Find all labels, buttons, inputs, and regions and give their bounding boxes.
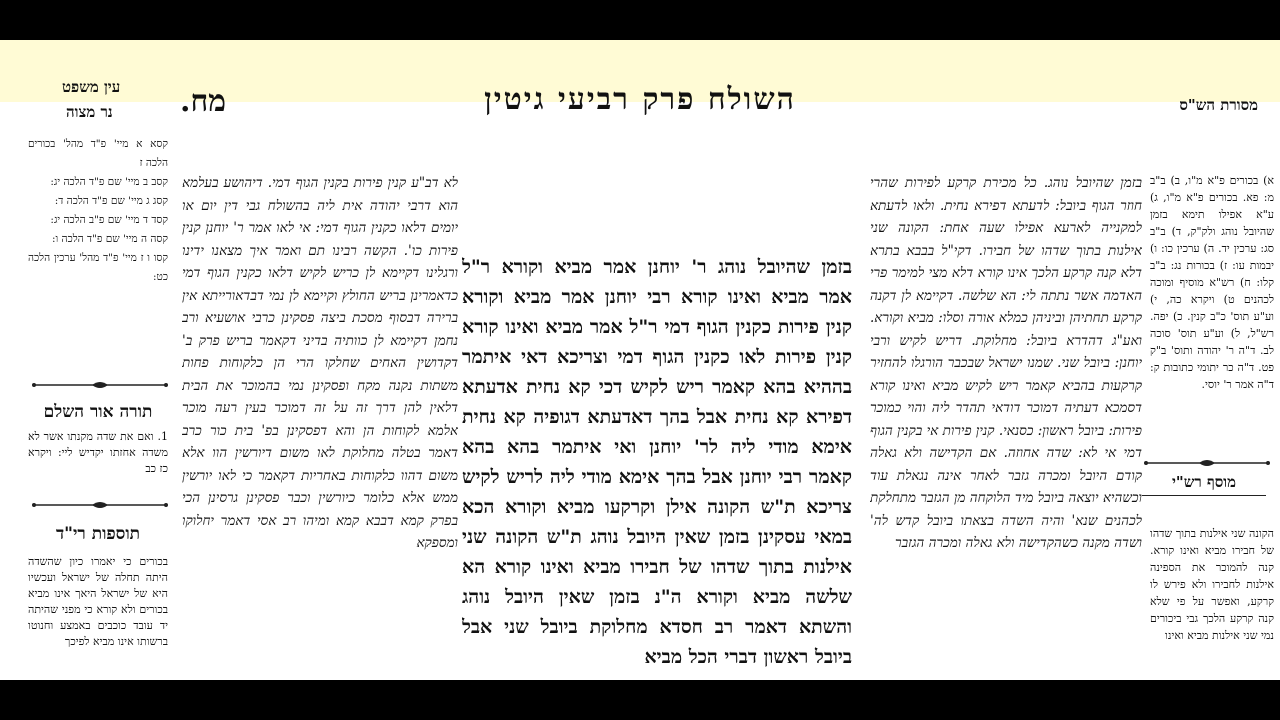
ein-mishpat-item: קסד ד מיי' שם פ"ב הלכה יג: — [50, 214, 168, 226]
folio-number: מח. — [180, 84, 226, 119]
page-title: השולח פרק רביעי גיטין — [484, 82, 796, 117]
ein-mishpat-label: עין משפט — [62, 78, 121, 96]
ner-mitzva-label: נר מצוה — [66, 103, 113, 121]
torah-or-label: תורה אור השלם — [43, 402, 153, 422]
ein-mishpat-list — [28, 135, 168, 300]
masoret-hashas: א) בכורים פ"א מ"ו, ב) ב"ב מ: פא. בכורים פ"א מ"ו, ג) ע"א אפילו תימא בזמן שהיובל נוהג ולק"ק, ד) ב"ב סג: ערכין יד. ה) ערכין כו: ו) יבמות עו: ז) בכורות נג: ב"ב קלו: ח) רש"א מוסיף ומוכה לכהנים ט) ויקרא כה, י) וע"ע תוס' כ"ב קנין. כ) יפה. רש"ל, ל) וע"ע תוס' סוכה לב. ד"ה ר' יהודה ותוס' ב"ק פט. ד"ה כר יתומי כתובות ק: ד"ה אמר ר' יוסי. — [1150, 174, 1274, 391]
ornament-divider — [30, 500, 170, 510]
torah-or-text: 1. ואם את שדה מקנתו אשר לא משדה אחזתו יקדיש ליי: ויקרא כז כב — [28, 430, 168, 475]
ein-mishpat-item: קסב ב מיי' שם פ"ד הלכה יג: — [50, 176, 168, 188]
talmud-page — [0, 40, 1280, 680]
tosafot-commentary: לא דב"ע קנין פירות בקנין הגוף דמי. דיהושע בעלמא הוא דרבי יהודה אית ליה בהשולח גבי דין יום או יומים דלאו כקנין הגוף דמי: אי לאו אמר ר' יוחנן קנין פירות כו'. הקשה רבינו תם ואמר איך מצאנו ידינו ורגלינו דקיימא לן כריש לקיש דלאו כקנין הגוף דמי כדאמרינן בריש החולץ וקיימא לן נמי דבדאורייתא אין ברירה דבסוף מסכת ביצה פסקינן כרבי אושעיא ורב נחמן דקיימא לן כוותיה בדיני דקאמר בריש פרק ב' דקדושין האחים שחלקו הרי הן כלקוחות פחות משתות נקנה מקח ופסקינן נמי בהמוכר את הבית דלאין להן דרך זה על זה דמוכר בעין רעה מוכר אלמא לקוחות הן והא דפסקינן בפ' בית כור כרב דאמר בטלה מחלוקת לאו משום דיורשין הוו אלא משום דהוו כלקוחות באחריות דקאמר כי לאו יורשין ממש אלא כלומר כיורשין וכבר פסקינן גרסינן הכי בפרק קמא דבבא קמא ומיהו רב אסי דאמר יחלוקו ומספקא — [182, 175, 458, 551]
musaf-rule — [1142, 495, 1266, 496]
tosafot-rid-label: תוספות רי"ד — [55, 524, 141, 544]
ein-mishpat-item: קסא א מיי' פ"ד מהל' בכורים הלכה ז — [28, 138, 168, 169]
ornament-divider — [30, 380, 170, 390]
ornament-divider — [1142, 458, 1272, 468]
ein-mishpat-item: קסג ג מיי' שם פ"ד הלכה ד: — [54, 195, 168, 207]
masoret-label: מסורת הש"ס — [1179, 96, 1258, 114]
gemara-text: בזמן שהיובל נוהג ר' יוחנן אמר מביא וקורא ר"ל אמר מביא ואינו קורא רבי יוחנן אמר מביא וקורא קנין פירות כקנין הגוף דמי ר"ל אמר מביא ואינו קורא קנין פירות לאו כקנין הגוף דמי וצריכא דאי איתמר בההיא בהא קאמר ריש לקיש דכי קא נחית אדעתא דפירא קא נחית אבל בהך דאדעתא דגופיה קא נחית אימא מודי ליה לר' יוחנן ואי איתמר בהא בהא קאמר רבי יוחנן אבל בהך אימא מודי ליה לריש לקיש צריכא ת"ש הקונה אילן וקרקעו מביא וקורא הכא במאי עסקינן בזמן שאין היובל נוהג ת"ש הקונה שני אילנות בתוך שדהו של חבירו מביא ואינו קורא הא שלשה מביא וקורא ה"נ בזמן שאין היובל נוהג והשתא דאמר רב חסדא מחלוקת ביובל שני אבל ביובל ראשון דברי הכל מביא — [462, 256, 852, 668]
rashi-commentary: בזמן שהיובל נוהג. כל מכירת קרקע לפירות שהרי חוזר הגוף ביובל: לדעתא דפירא נחית. ולאו לדעתא למקנייה לארעא אפילו שעה אחת: הקונה שני אילנות בתוך שדהו של חבירו. דקי"ל בבבא בתרא דלא קנה קרקע הלכך אינו קורא דלא מצי למימר פרי האדמה אשר נתתה לי: הא שלשה. דקיימא לן דקנה קרקע תחתיהן וביניהן כמלא אורה וסלו: מביא וקורא. ואע"ג דהדרא ביובל: מחלוקת. דריש לקיש ורבי יוחנן: ביובל שני. שמנו ישראל שבכבר הורגלו להחזיר קרקעות בהביא קאמר ריש לקיש מביא ואינו קורא דסמכא דעתיה דמוכר דודאי תהדר ליה והוי כמוכר פירות: ביובל ראשון: כסנאי. קנין פירות אי בקנין הגוף דמי אי לא: שדה אחוזה. אם הקדישה ולא גאלה קודם היובל ומכרה גזבר לאחר אינה נגאלת עוד וכשהיא יוצאה ביובל מיד הלוקחה מן הגזבר מתחלקת לכהנים שנא' והיה השדה בצאתו ביובל קדש לה' ושדה מקנה כשהקדישה ולא גאלה ומכרה הגזבר — [870, 175, 1142, 551]
musaf-rashi-label: מוסף רש"י — [1172, 473, 1236, 491]
tosafot-rid-text: בכורים כי יאמרו כיון שהשדה היתה תחלה של ישראל ועכשיו היא של ישראל היאך אינו מביא בכורים ולא קורא כי מפני שהיתה יד עובד כוכבים באמצע וחנוטו ברשותו אינו מביא לפיכך — [28, 555, 168, 648]
ein-mishpat-item: קסה ה מיי' שם פ"ד הלכה ו: — [51, 233, 168, 245]
musaf-rashi-text: הקונה שני אילנות בתוך שדהו של חבירו מביא ואינו קורא. קנה להמוכר את הספינה אילנות לחבירו ולא פירש לו קרקע, ואפשר על פי שלא קנה קרקע הלכך גבי ביכורים נמי שני אילנות מביא ואינו — [1150, 527, 1274, 642]
ein-mishpat-item: קסו ו ז מיי' פ"ד מהל' ערכין הלכה כט: — [28, 252, 168, 283]
